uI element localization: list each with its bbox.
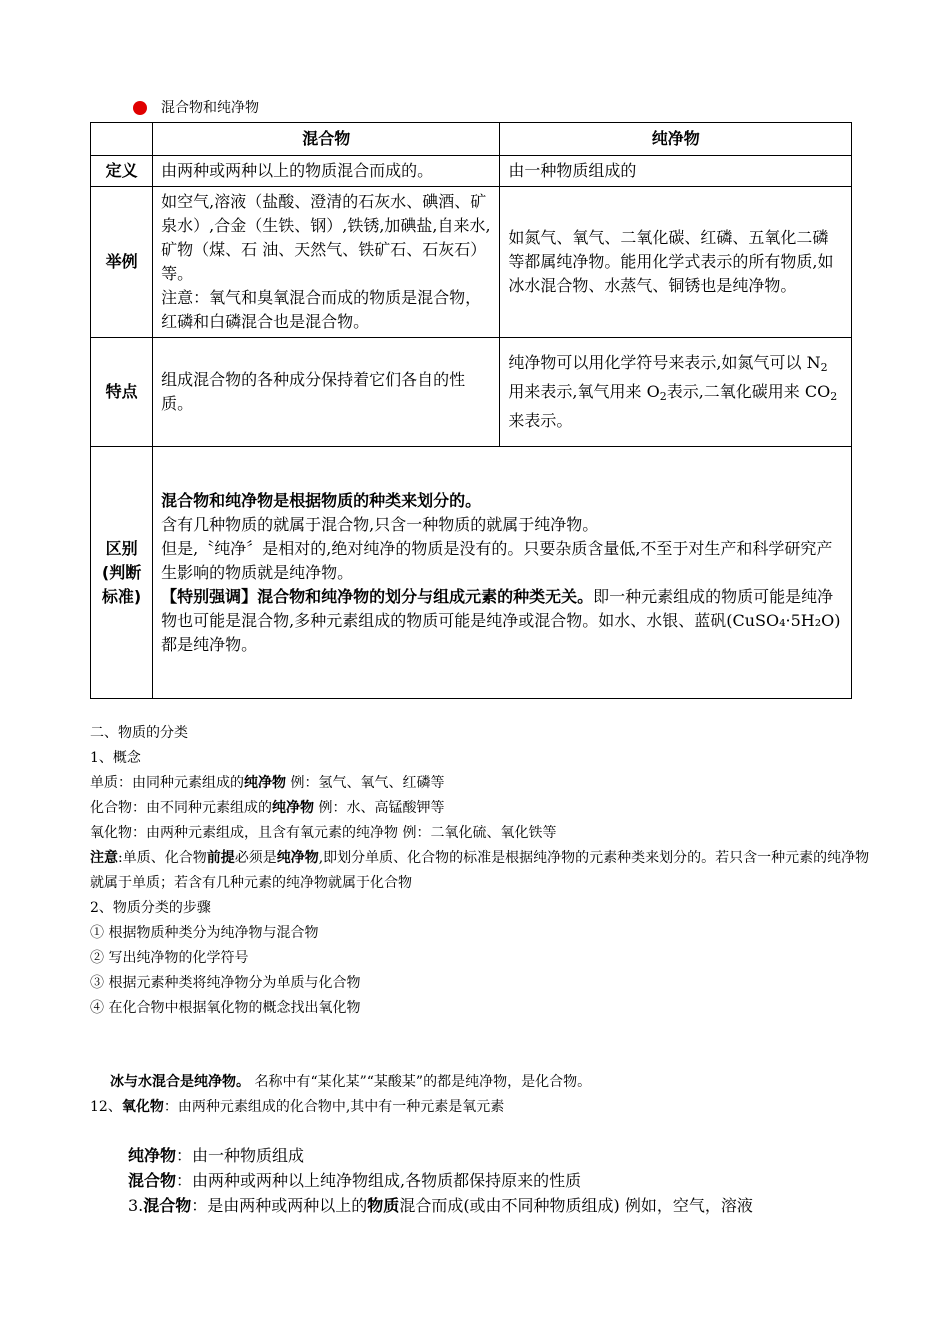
section-heading (133, 98, 259, 118)
cell-feature-pure: 纯净物可以用化学符号来表示,如氮气可以 $N_2$用来表示,氧气用来 $O_2$表示,二氧化碳用来 $CO_2$来表示。 (500, 338, 852, 447)
comparison-table (90, 122, 852, 699)
heading-text: 混合物和纯净物 (161, 100, 259, 116)
empty-corner (91, 123, 153, 156)
row-example (91, 187, 852, 338)
difference-line-3: 但是,〝纯净〞是相对的,绝对纯净的物质是没有的。只要杂质含量低,不至于对生产和科学研究产生影响的物质就是纯净物。 (161, 538, 833, 582)
section-title: 二、物质的分类 (90, 725, 188, 741)
oxide-12-line: 12、氧化物：由两种元素组成的化合物中,其中有一种元素是氧元素 (90, 1099, 505, 1115)
row-definition (91, 156, 852, 187)
row-label-feature: 特点 (91, 338, 153, 447)
example-mixture-text: 如空气,溶液（盐酸、澄清的石灰水、碘酒、矿泉水）,合金（生铁、钢）,铁锈,加碘盐,自来水,矿物（煤、石 油、天然气、铁矿石、石灰石）等。 (161, 192, 491, 283)
subsection-steps: 2、物质分类的步骤 (90, 900, 211, 916)
item-3-line: 3.混合物：是由两种或两种以上的物质混合而成(或由不同种物质组成) 例如，空气，溶液 (128, 1196, 753, 1215)
cell-difference (153, 447, 852, 699)
step-1: ① 根据物质种类分为纯净物与混合物 (90, 925, 319, 941)
step-4: ④ 在化合物中根据氧化物的概念找出氧化物 (90, 1000, 361, 1016)
col-header-mixture: 混合物 (153, 123, 500, 156)
col-header-pure: 纯净物 (500, 123, 852, 156)
example-mixture-note: 注意：氧气和臭氧混合而成的物质是混合物，红磷和白磷混合也是混合物。 (161, 288, 482, 331)
red-bullet-icon (133, 101, 147, 115)
step-2: ② 写出纯净物的化学符号 (90, 950, 249, 966)
row-difference (91, 447, 852, 699)
row-label-example: 举例 (91, 187, 153, 338)
subsection-concept: 1、概念 (90, 750, 141, 766)
note-line: 注意:单质、化合物前提必须是纯净物,即划分单质、化合物的标准是根据纯净物的元素种类来划分的。若只含一种元素的纯净物就属于单质；若含有几种元素的纯净物就属于化合物 (90, 850, 870, 891)
row-label-difference: 区别 (判断 标准) (91, 447, 153, 699)
ice-water-line: 冰与水混合是纯净物。 名称中有“某化某”“某酸某”的都是纯净物，是化合物。 (110, 1074, 592, 1090)
difference-bold-line: 混合物和纯净物是根据物质的种类来划分的。 (161, 490, 482, 510)
mixture-definition-line: 混合物：由两种或两种以上纯净物组成,各物质都保持原来的性质 (128, 1171, 582, 1190)
cell-example-mixture (153, 187, 500, 338)
difference-line-2: 含有几种物质的就属于混合物,只含一种物质的就属于纯净物。 (161, 514, 599, 534)
row-label-definition: 定义 (91, 156, 153, 187)
step-3: ③ 根据元素种类将纯净物分为单质与化合物 (90, 975, 361, 991)
oxide-line: 氧化物：由两种元素组成，且含有氧元素的纯净物 例：二氧化硫、氧化铁等 (90, 825, 557, 841)
compound-line: 化合物：由不同种元素组成的纯净物 例：水、高锰酸钾等 (90, 800, 445, 816)
cell-definition-mixture: 由两种或两种以上的物质混合而成的。 (153, 156, 500, 187)
cell-example-pure: 如氮气、氧气、二氧化碳、红磷、五氧化二磷等都属纯净物。能用化学式表示的所有物质,如冰水混合物、水蒸气、铜锈也是纯净物。 (500, 187, 852, 338)
header-row (91, 123, 852, 156)
classification-section (90, 721, 870, 1021)
pure-definition-line: 纯净物：由一种物质组成 (128, 1146, 305, 1165)
simple-substance-line: 单质：由同种元素组成的纯净物 例：氢气、氧气、红磷等 (90, 775, 445, 791)
difference-emphasis: 【特别强调】混合物和纯净物的划分与组成元素的种类无关。即一种元素组成的物质可能是纯净物也可能是混合物,多种元素组成的物质可能是纯净或混合物。如水、水银、蓝矾(CuSO₄·5H₂O)都是纯净物。 (161, 586, 841, 654)
cell-feature-mixture: 组成混合物的各种成分保持着它们各自的性质。 (153, 338, 500, 447)
row-feature (91, 338, 852, 447)
cell-definition-pure: 由一种物质组成的 (500, 156, 852, 187)
